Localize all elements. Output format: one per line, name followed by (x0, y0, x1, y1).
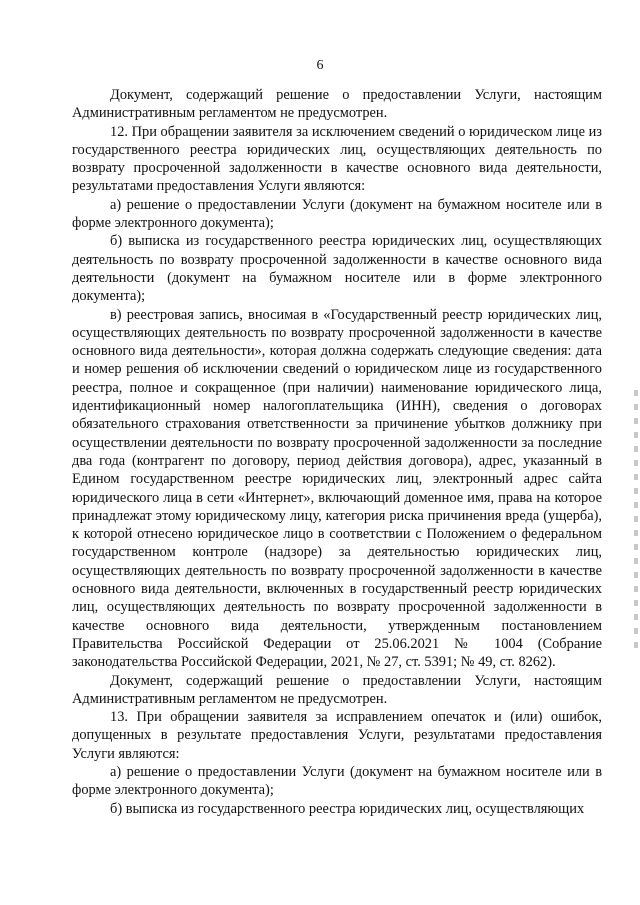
paragraph-12-a: а) решение о предоставлении Услуги (документ на бумажном носителе или в форме электронного документа); (72, 196, 602, 232)
paragraph-item-12: 12. При обращении заявителя за исключением сведений о юридическом лице из государственного реестра юридических лиц, осуществляющих деятельность по возврату просроченной задолженности в качестве основного вида деятельности, результатами предоставления Услуги являются: (72, 123, 602, 195)
paragraph-13-a: а) решение о предоставлении Услуги (документ на бумажном носителе или в форме электронного документа); (72, 763, 602, 799)
paragraph-item-13: 13. При обращении заявителя за исправлением опечаток и (или) ошибок, допущенных в результате предоставления Услуги, результатами предоставления Услуги являются: (72, 709, 602, 762)
paragraph-12-b: б) выписка из государственного реестра юридических лиц, осуществляющих деятельность по возврату просроченной задолженности в качестве основного вида деятельности (документ на бумажном носителе или в форме электронного документа); (72, 233, 602, 305)
paragraph-no-decision-document-2: Документ, содержащий решение о предоставлении Услуги, настоящим Административным регламентом не предусмотрен. (72, 672, 602, 707)
document-body (72, 86, 602, 818)
paragraph-12-v: в) реестровая запись, вносимая в «Государственный реестр юридических лиц, осуществляющих деятельность по возврату просроченной задолженности в качестве основного вида деятельности», которая должна содержать следующие сведения: дата и номер решения об исключении сведений о юридическом лице из государственного реестра, полное и сокращенное (при наличии) наименование юридического лица, идентификационный номер налогоплательщика (ИНН), сведения о договорах обязательного страхования ответственности за причинение убытков должнику при осуществлении деятельности по возврату просроченной задолженности за последние два года (контрагент по договору, период действия договора), адрес, указанный в Едином государственном реестре юридических лиц, электронный адрес сайта юридического лица в сети «Интернет», включающий доменное имя, права на которое принадлежат этому юридическому лицу, категория риска причинения вреда (ущерба), к которой отнесено юридическое лицо в соответствии с Положением о федеральном государственном контроле (надзоре) за деятельностью юридических лиц, осуществляющих деятельность по возврату просроченной задолженности в качестве основного вида деятельности, включенных в государственный реестр юридических лиц, осуществляющих деятельность по возврату просроченной задолженности в качестве основного вида деятельности, утвержденным постановлением Правительства Российской Федерации от 25.06.2021 № 1004 (Собрание законодательства Российской Федерации, 2021, № 27, ст. 5391; № 49, ст. 8262). (72, 306, 602, 671)
paragraph-13-b: б) выписка из государственного реестра юридических лиц, осуществляющих (110, 800, 585, 817)
paragraph-no-decision-document: Документ, содержащий решение о предоставлении Услуги, настоящим Административным регламентом не предусмотрен. (72, 87, 602, 122)
page-number: 6 (316, 58, 324, 73)
scan-edge-marks (634, 390, 638, 650)
